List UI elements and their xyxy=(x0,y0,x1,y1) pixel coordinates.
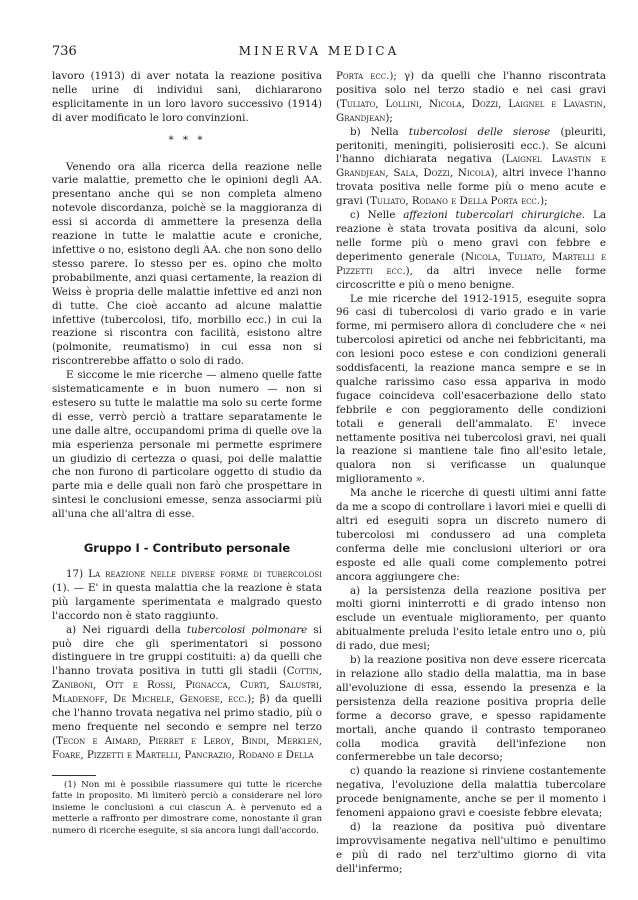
text-run: c) Nelle xyxy=(350,209,404,222)
right-column xyxy=(336,70,606,877)
running-header: MINERVA MEDICA xyxy=(238,44,400,58)
text-run: ); xyxy=(540,195,548,208)
paragraph xyxy=(52,568,322,624)
footnote-rule xyxy=(52,775,96,776)
text-run: ); xyxy=(385,111,393,124)
paragraph xyxy=(336,209,606,292)
footnote: (1) Non mi è possibile riassumere qui tutte le ricerche fatte in proposito. Mi limiterò perciò a considerare nel loro insieme le conclusioni a cui ciascun A. è pervenuto ed a metterle a raffronto per dimostrare come, nonostante il gran numero di ricerche eseguite, si sia ancora lungi dall'accordo. xyxy=(52,779,322,837)
text-run: si può dire che gli sperimentatori si possono distinguere in tre gruppi costituiti: a) da quelli che l'hanno trovata positiva in tutti gli stadii ( xyxy=(52,623,322,678)
author-names: Tuliato, Rodano e Della Porta ecc. xyxy=(370,195,541,208)
text-run: . La reazione è stata trovata positiva da alcuni, solo nelle forme più o meno gravi con febbre e deperimento generale ( xyxy=(336,209,606,263)
paragraph: lavoro (1913) di aver notata la reazione positiva nelle urine di individui sani, dichiararono esplicitamente in un loro lavoro successivo (1914) di aver modificato le loro convinzioni. xyxy=(52,70,322,124)
author-names: Nicola, Tuliato, Martelli e Pizzetti ecc. xyxy=(336,250,606,277)
list-item: a) la persistenza della reazione positiva per molti giorni ininterrotti e di grado intenso non esclude un eventuale miglioramento, per quanto abitualmente preluda l'esito letale entro uno o, più di rado, due mesi; xyxy=(336,584,606,653)
text-run: ), da altri invece nelle forme circoscritte e più o meno benigne. xyxy=(336,264,606,291)
paragraph: Venendo ora alla ricerca della reazione nelle varie malattie, premetto che le opinioni degli AA. presentano anche qui se non completa almeno notevole discordanza, poichè se la maggioranza di essi si accorda di ammettere la presenza della reazione in tutte le malattie acute e croniche, infettive o no, esistono degli AA. che non sono dello stesso parere. Io stesso per es. opino che molto probabilmente, anzi quasi certamente, la reazion di Weiss è propria delle malattie infettive ed anzi non di tutte. Che cioè accanto ad alcune malattie infettive (tubercolosi, tifo, morbillo ecc.) in cui la reazione si riscontra con facilità, esistono altre (polmonite, reumatismo) in cui essa non si riscontrerebbe affatto o solo di rado. xyxy=(52,160,322,368)
text-run: a) Nei riguardi della xyxy=(66,623,187,636)
italic-term: tubercolosi delle sierose xyxy=(408,125,551,138)
paragraph: Le mie ricerche del 1912-1915, eseguite sopra 96 casi di tubercolosi di vario grado e in varie forme, mi permisero allora di concludere che « nei tubercolosi apiretici od anche nei febbricitanti, ma con lesioni poco estese e con condizioni generali soddisfacenti, la reazione manca sempre e se in qualche rarissimo caso essa appariva in modo fugace coincideva coll'esacerbazione dello stato febbrile e con peggioramento delle condizioni totali e generali dell'ammalato. E' invece nettamente positiva nei tubercolosi gravi, nei quali la reazione si mantiene tale fino all'esito letale, qualora non si verificasse un qualunque miglioramento ». xyxy=(336,292,606,486)
author-names: Laignel Lavastin e Grandjean, Sala, Dozzi, Nicola xyxy=(336,153,606,180)
author-names: Tecon e Aimard, Pierret e Leroy, Bindi, Merklen, Foare, Pizzetti e Martelli, Pancrazio, Rodano e Della xyxy=(52,734,322,761)
paragraph xyxy=(52,624,322,763)
paragraph xyxy=(336,70,606,126)
author-names: Cottin, Zaniboni, Ott e Rossi, Pignacca, Curti, Salustri, Mladenoff, De Michele, Genoese, ecc. xyxy=(52,665,322,706)
text-run: (pleuriti, peritoniti, meningiti, polisierositi ecc.). Se alcuni l'hanno dichiarata negativa ( xyxy=(336,125,606,166)
paragraph-number: 17) xyxy=(66,568,89,580)
section-heading: Gruppo I - Contributo personale xyxy=(83,541,291,556)
italic-term: tubercolosi polmonare xyxy=(186,623,308,636)
list-item: b) la reazione positiva non deve essere ricercata in relazione allo stadio della malattia, ma in base all'evoluzione di essa, essendo la presenza e la persistenza della reazione positiva propria delle forme a decorso grave, e spesso rapidamente mortali, anche quando il contrasto temporaneo colla modica gravità dell'infezione non confermerebbe un tale decorso; xyxy=(336,654,606,764)
author-names: Tuliato, Lollini, Nicola, Dozzi, Laignel e Lavastin, Grandjean xyxy=(336,97,606,124)
paragraph xyxy=(336,126,606,209)
left-column xyxy=(52,70,322,838)
paragraph: Ma anche le ricerche di questi ultimi anni fatte da me a scopo di controllare i lavori miei e quelli di altri ed eseguiti sopra un discreto numero di tubercolosi mi condussero ad una completa conferma delle mie conclusioni ulteriori or ora esposte ed alle quali come complemento potrei ancora aggiungere che: xyxy=(336,487,606,583)
subsection-title: La reazione nelle diverse forme di tubercolosi xyxy=(88,568,322,580)
text-run: ); β) da quelli che l'hanno trovata negativa nel primo stadio, più o meno frequente nel secondo e sempre nel terzo ( xyxy=(52,693,322,747)
list-item: d) la reazione da positiva può diventare improvvisamente negativa nell'ultimo e penultimo e più di rado nel terz'ultimo giorno di vita dell'infermo; xyxy=(336,820,606,875)
text-run: (1). — E' in questa malattia che la reazione è stata più largamente sperimentata e malgrado questo l'accordo non è stato raggiunto. xyxy=(52,581,322,622)
italic-term: affezioni tubercolari chirurgiche xyxy=(403,209,582,222)
list-item: c) quando la reazione si rinviene costantemente negativa, l'evoluzione della malattia tubercolare procede benignamente, anche se per il momento i fenomeni appaiono gravi e coesiste febbre elevata; xyxy=(336,765,606,820)
author-names: Porta ecc. xyxy=(336,70,390,82)
page-number: 736 xyxy=(52,44,77,59)
text-run: b) Nella xyxy=(350,125,409,138)
paragraph: E siccome le mie ricerche — almeno quelle fatte sistematicamente e in buon numero — non si estesero su tutte le malattie ma solo su certe forme di esse, verrò perciò a trattare separatamente le une dalle altre, occupandomi prima di quelle ove la mia esperienza personale mi permette esprimere un giudizio di certezza o quasi, poi delle malattie che non furono di particolare oggetto di studio da parte mia e delle quali non farò che prospettare in sintesi le conclusioni emesse, senza associarmi più all'una che all'altra di esse. xyxy=(52,369,322,521)
text-run: ); γ) da quelli che l'hanno riscontrata positiva solo nel terzo stadio e nei casi gravi ( xyxy=(336,70,606,110)
section-separator: * * * xyxy=(168,133,206,146)
text-run: ), altri invece l'hanno trovata positiva nelle forme più o meno acute e gravi ( xyxy=(336,167,606,208)
